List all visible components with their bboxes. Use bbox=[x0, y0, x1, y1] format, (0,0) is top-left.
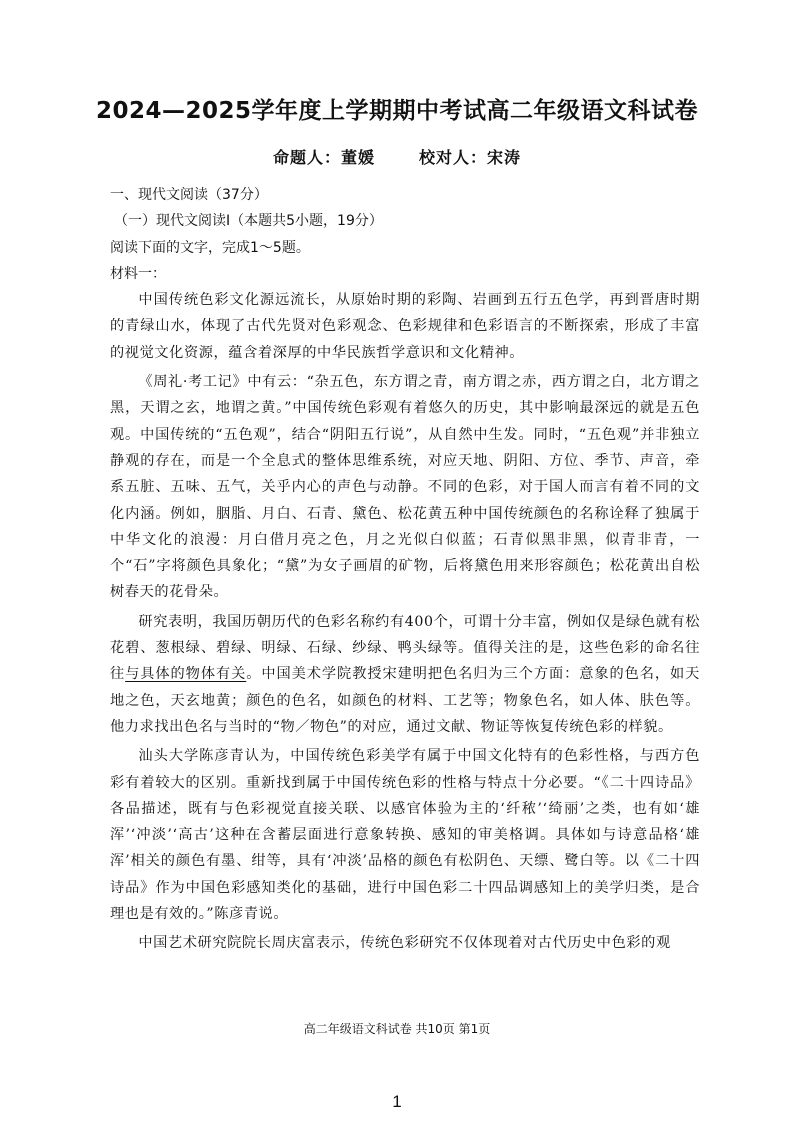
page-number: 1 bbox=[392, 1092, 402, 1111]
underlined-phrase: 与具体的物体有关 bbox=[125, 666, 247, 683]
author-line bbox=[0, 145, 794, 168]
reading-instruction: 阅读下面的文字，完成1～5题。 bbox=[110, 239, 310, 256]
subsection-heading: （一）现代文阅读Ⅰ（本题共5小题，19分） bbox=[114, 213, 383, 230]
question-setter: 命题人：董媛 bbox=[272, 148, 375, 167]
paragraph-3-text-a: 研究表明，我国历朝历代的色彩名称约有400个，可谓十分丰富，例如仅是绿色就有松花碧、葱根绿、碧绿、明绿、石绿、纱绿、鸭头绿等。值得关注的是，这些色彩的命名往往 bbox=[110, 613, 700, 683]
section-heading: 一、现代文阅读（37分） bbox=[110, 187, 268, 203]
paragraph-1: 中国传统色彩文化源远流长，从原始时期的彩陶、岩画到五行五色学，再到晋唐时期的青绿山水，体现了古代先贤对色彩观念、色彩规律和色彩语言的不断探索，形成了丰富的视觉文化资源，蕴含着深厚的中华民族哲学意识和文化精神。 bbox=[110, 292, 700, 361]
paragraph-4: 汕头大学陈彦青认为，中国传统色彩美学有属于中国文化特有的色彩性格，与西方色彩有着较大的区别。重新找到属于中国传统色彩的性格与特点十分必要。“《二十四诗品》各品描述，既有与色彩视觉直接关联、以感官体验为主的‘纤秾’‘绮丽’之类，也有如‘雄浑’‘冲淡’‘高古’这种在含蓄层面进行意象转换、感知的审美格调。具体如与诗意品格‘雄浑’相关的颜色有墨、绀等，具有‘冲淡’品格的颜色有松阴色、天缥、鹭白等。以《二十四诗品》作为中国色彩感知类化的基础，进行中国色彩二十四品调感知上的美学归类，是合理也是有效的。”陈彦青说。 bbox=[110, 748, 700, 923]
paragraph-3-text-b: 。中国美术学院教授宋建明把色名归为三个方面：意象的色名，如天地之色，天玄地黄；颜色的色名，如颜色的材料、工艺等；物象色名，如人体、肤色等。他力求找出色名与当时的“物／物色”的对应，通过文献、物证等恢复传统色彩的样貌。 bbox=[110, 666, 700, 735]
paragraph-3 bbox=[110, 609, 700, 740]
page-footer: 高二年级语文科试卷 共10页 第1页 bbox=[303, 1022, 491, 1036]
proofreader: 校对人：宋涛 bbox=[419, 148, 522, 167]
exam-body bbox=[110, 182, 700, 957]
paragraph-2: 《周礼·考工记》中有云：“杂五色，东方谓之青，南方谓之赤，西方谓之白，北方谓之黑，天谓之玄，地谓之黄。”中国传统色彩观有着悠久的历史，其中影响最深远的就是五色观。中国传统的“五色观”，结合“阴阳五行说”，从自然中生发。同时，“五色观”并非独立静观的存在，而是一个全息式的整体思维系统，对应天地、阴阳、方位、季节、声音，牵系五脏、五味、五气，关乎内心的声色与动静。不同的色彩，对于国人而言有着不同的文化内涵。例如，胭脂、月白、石青、黛色、松花黄五种中国传统颜色的名称诠释了独属于中华文化的浪漫：月白借月亮之色，月之光似白似蓝；石青似黑非黑，似青非青，一个“石”字将颜色具象化；“黛”为女子画眉的矿物，后将黛色用来形容颜色；松花黄出自松树春天的花骨朵。 bbox=[110, 374, 700, 601]
material-label: 材料一： bbox=[110, 265, 166, 282]
exam-title: 2024—2025学年度上学期期中考试高二年级语文科试卷 bbox=[95, 98, 699, 124]
paragraph-5: 中国艺术研究院院长周庆富表示，传统色彩研究不仅体现着对古代历史中色彩的观 bbox=[138, 935, 671, 952]
